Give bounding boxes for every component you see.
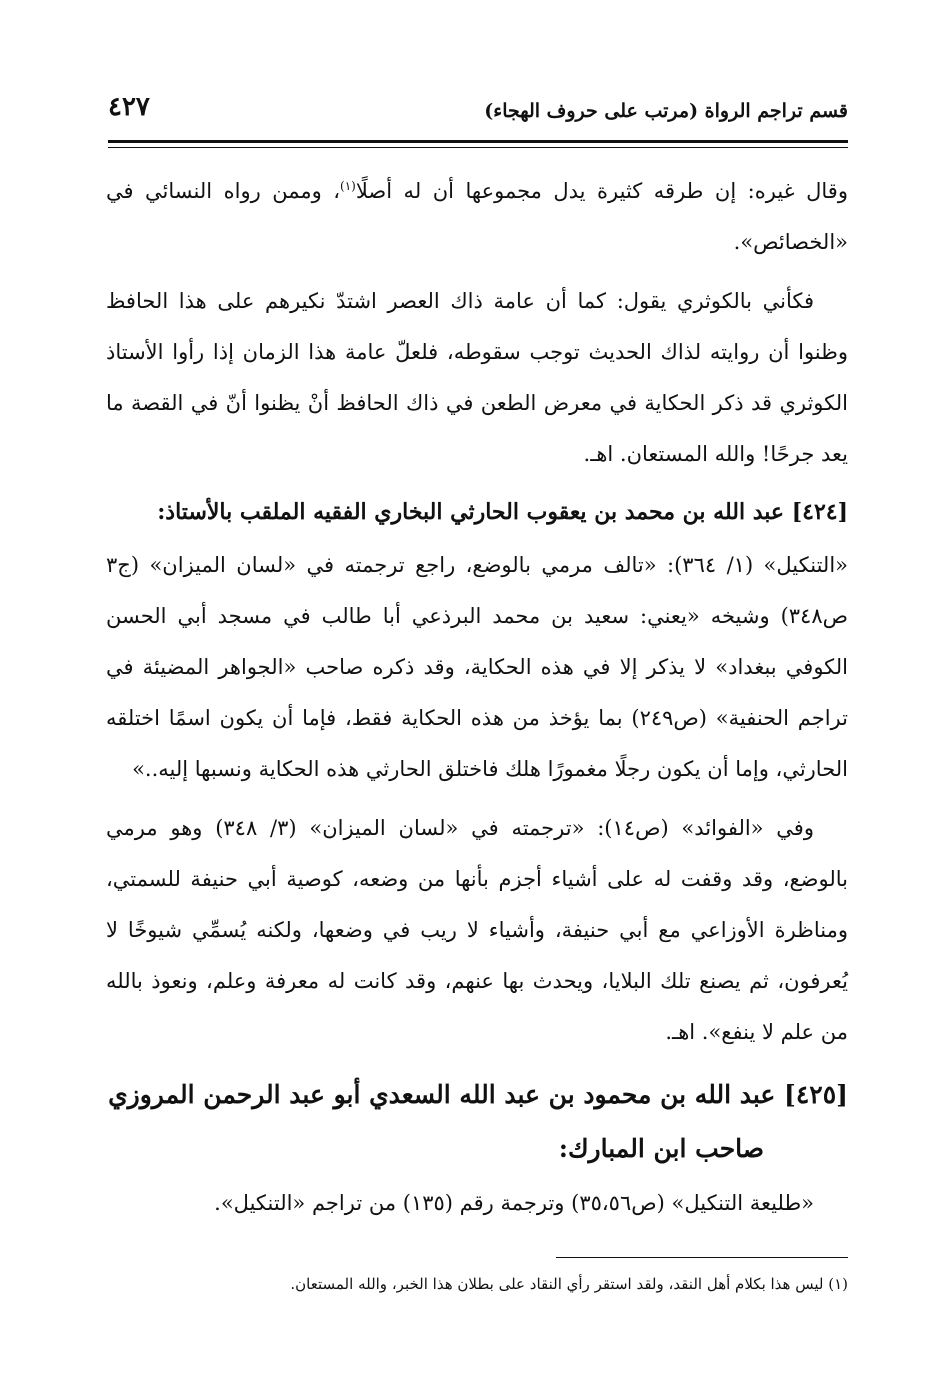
- header-rule-thin: [108, 147, 848, 148]
- entry-heading-425-line1: [٤٢٥] عبد الله بن محمود بن عبد الله السعدي أبو عبد الرحمن المروزي: [108, 1080, 848, 1109]
- paragraph-2: فكأني بالكوثري يقول: كما أن عامة ذاك العصر اشتدّ نكيرهم على هذا الحافظ وظنوا أن روايته لذاك الحديث توجب سقوطه، فلعلّ عامة هذا الزمان إذا رأوا الأستاذ الكوثري قد ذكر الحكاية في معرض الطعن في ذاك الحافظ أنْ يظنوا أنّ في القصة ما يعد جرحًا! والله المستعان. اهـ.: [106, 289, 848, 466]
- page-body: [106, 166, 848, 1229]
- paragraph-1: [106, 166, 848, 268]
- footnote: (١) ليس هذا بكلام أهل النقد، ولقد استقر رأي النقاد على بطلان هذا الخبر، والله المستعان.: [290, 1275, 848, 1293]
- header-title: قسم تراجم الرواة (مرتب على حروف الهجاء): [484, 100, 848, 122]
- paragraph-4: وفي «الفوائد» (ص١٤): «ترجمته في «لسان الميزان» (٣/ ٣٤٨) وهو مرمي بالوضع، وقد وقفت له على أشياء أجزم بأنها من وضعه، كوصية أبي حنيفة للسمتي، ومناظرة الأوزاعي مع أبي حنيفة، وأشياء لا ريب في وضعها، ولكنه يُسمِّي شيوخًا لا يُعرفون، ثم يصنع تلك البلايا، ويحدث بها عنهم، وقد كانت له معرفة وعلم، ونعوذ بالله من علم لا ينفع». اهـ.: [106, 816, 848, 1044]
- page-number: ٤٢٧: [108, 92, 150, 122]
- footnote-separator: [556, 1257, 848, 1258]
- header-rule-thick: [108, 140, 848, 143]
- running-header: [108, 88, 848, 132]
- entry-heading-424: [٤٢٤] عبد الله بن محمد بن يعقوب الحارثي البخاري الفقيه الملقب بالأستاذ:: [157, 499, 848, 525]
- paragraph-1-text: وقال غيره: إن طرقه كثيرة يدل مجموعها أن له أصلًا: [355, 179, 848, 203]
- paragraph-3: «التنكيل» (١/ ٣٦٤): «تالف مرمي بالوضع، راجع ترجمته في «لسان الميزان» (ج٣ ص٣٤٨) وشيخه «يعني: سعيد بن محمد البرذعي أبا طالب في مسجد أبي الحسن الكوفي ببغداد» لا يذكر إلا في هذه الحكاية، وقد ذكره صاحب «الجواهر المضيئة في تراجم الحنفية» (ص٢٤٩) بما يؤخذ من هذه الحكاية فقط، فإما أن يكون اسمًا اختلقه الحارثي، وإما أن يكون رجلًا مغمورًا هلك فاختلق الحارثي هذه الحكاية ونسبها إليه..»: [106, 553, 849, 781]
- entry-heading-425-line2: صاحب ابن المبارك:: [558, 1134, 764, 1163]
- entry-heading-425: [106, 1068, 848, 1176]
- footnote-marker: (١): [340, 179, 356, 193]
- paragraph-1-continuation: ، وممن رواه النسائي في «الخصائص».: [106, 179, 848, 254]
- paragraph-5: «طليعة التنكيل» (ص٣٥،٥٦) وترجمة رقم (١٣٥) من تراجم «التنكيل».: [214, 1191, 814, 1215]
